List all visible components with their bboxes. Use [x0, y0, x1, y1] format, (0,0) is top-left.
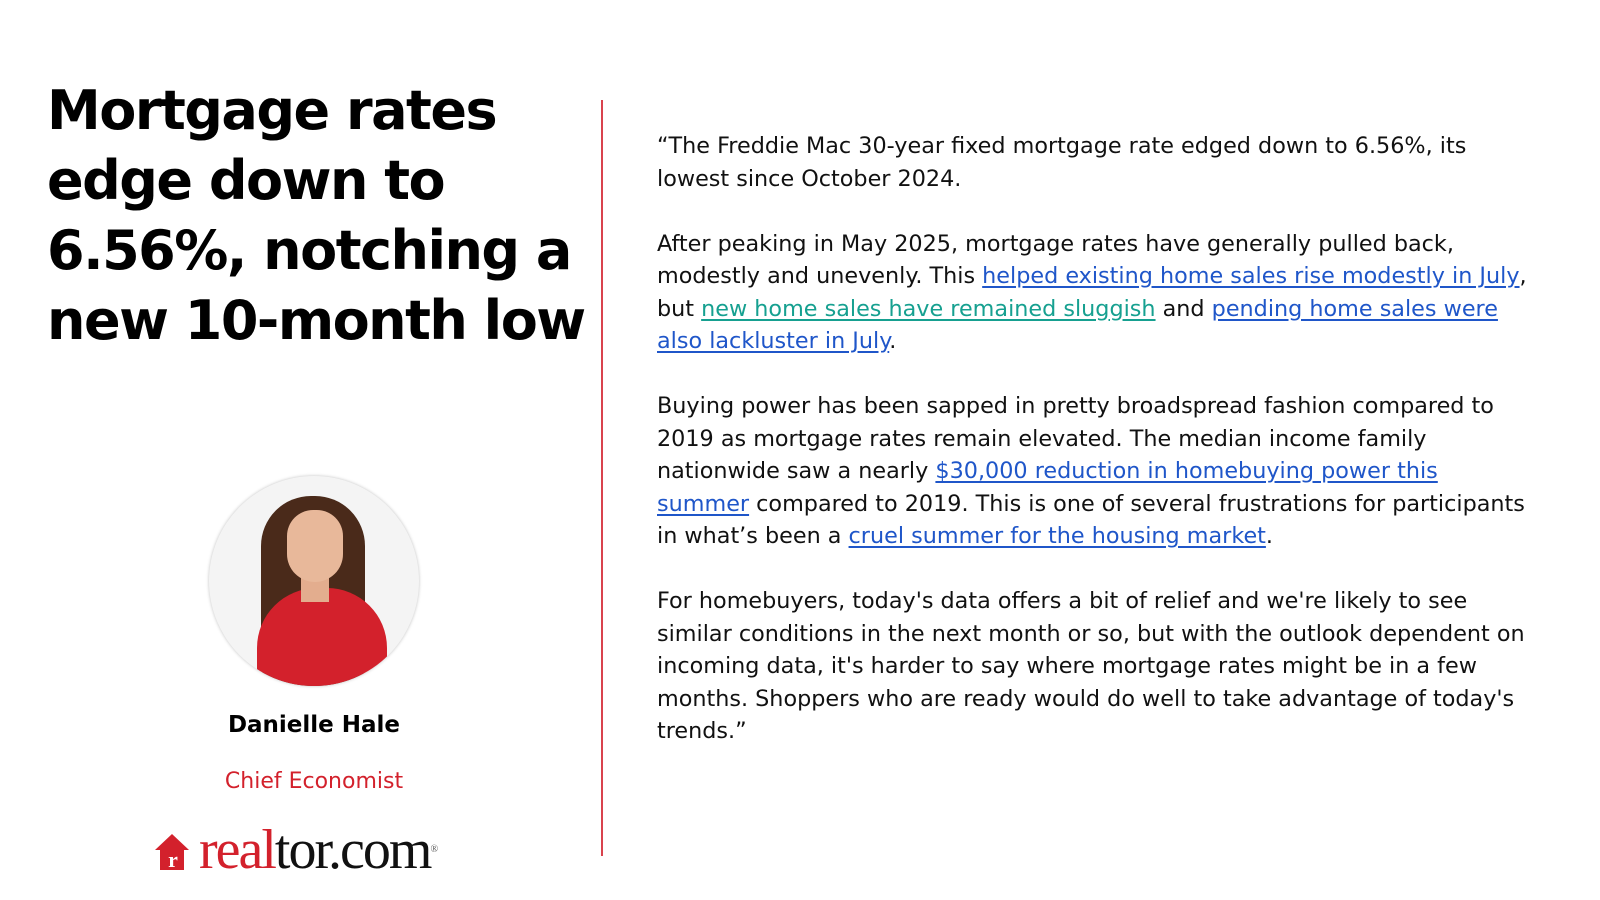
- logo-text-black: tor.com: [274, 819, 431, 881]
- quote-paragraph: [657, 130, 1527, 195]
- headline: Mortgage rates edge down to 6.56%, notching a new 10-month low: [47, 79, 585, 352]
- article-link[interactable]: pending home sales were also lackluster in July: [657, 295, 1498, 354]
- house-icon: [153, 832, 191, 872]
- author-name: Danielle Hale: [227, 712, 401, 738]
- quote-text: “The Freddie Mac 30-year fixed mortgage rate edged down to 6.56%, its lowest since October 2024.: [657, 133, 1467, 192]
- article-link[interactable]: $30,000 reduction in homebuying power this summer: [657, 458, 1438, 517]
- quote-text: For homebuyers, today's data offers a bit of relief and we're likely to see similar conditions in the next month or so, but with the outlook dependent on incoming data, it's harder to say where mortgage rates might be in a few months. Shoppers who are ready would do well to take advantage of today's trends.”: [657, 588, 1525, 744]
- realtor-logo: r real tor.com ®: [153, 808, 436, 878]
- quote-paragraph: [657, 228, 1527, 358]
- logo-text-red: real: [199, 819, 275, 881]
- quote-body: [657, 130, 1527, 780]
- quote-text: Buying power has been sapped in pretty broadspread fashion compared to 2019 as mortgage rates remain elevated. The median income family nationwide saw a nearly: [657, 393, 1494, 484]
- svg-text:r: r: [168, 847, 176, 872]
- author-title: Chief Economist: [224, 769, 404, 794]
- divider: [601, 100, 603, 856]
- author-photo: [209, 476, 419, 686]
- quote-paragraph: [657, 390, 1527, 553]
- quote-text: and: [1155, 295, 1212, 322]
- article-link[interactable]: helped existing home sales rise modestly in July: [982, 263, 1520, 289]
- quote-text: After peaking in May 2025, mortgage rates have generally pulled back, modestly and unevenly. This: [657, 230, 1454, 289]
- quote-text: .: [1265, 523, 1273, 549]
- quote-text: compared to 2019. This is one of several frustrations for participants in what’s been a: [657, 490, 1525, 549]
- article-link[interactable]: new home sales have remained sluggish: [701, 295, 1156, 322]
- quote-text: , but: [657, 263, 1527, 322]
- quote-text: .: [889, 328, 897, 354]
- quote-paragraph: [657, 585, 1527, 748]
- article-link[interactable]: cruel summer for the housing market: [848, 523, 1266, 549]
